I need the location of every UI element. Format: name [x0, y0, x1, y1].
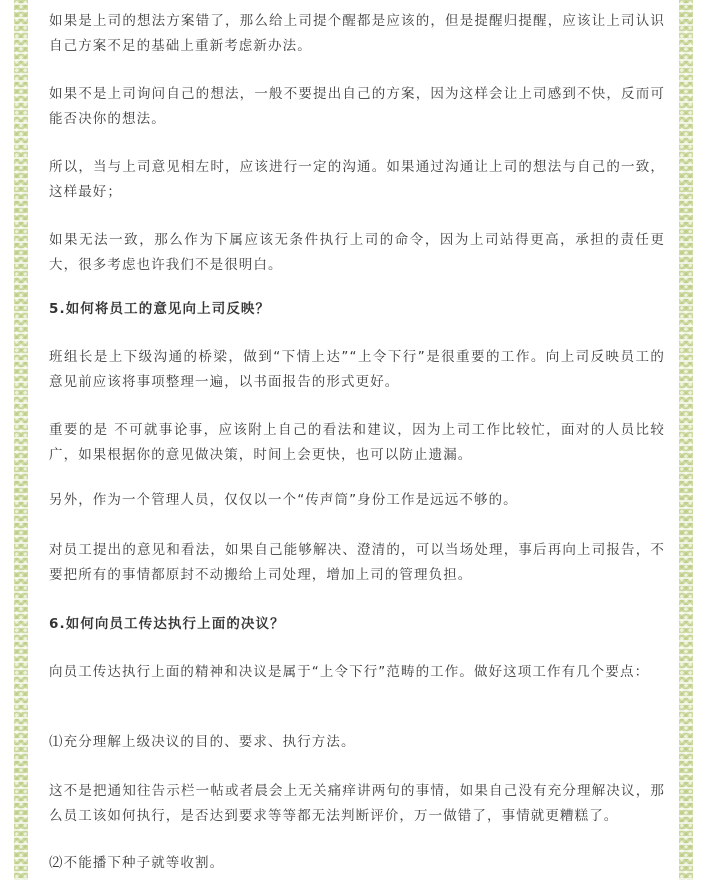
paragraph-12: 这不是把通知往告示栏一帖或者晨会上无关痛痒讲两句的事情，如果自己没有充分理解决议，那么员工该如何执行，是否达到要求等等都无法判断评价，万一做错了，事情就更糟糕了。 [49, 783, 665, 824]
paragraph-3: 所以，当与上司意见相左时，应该进行一定的沟通。如果通过沟通让上司的想法与自己的一致，这样最好； [49, 159, 665, 200]
paragraph-13: ⑵不能播下种子就等收割。 [49, 855, 225, 871]
section-heading-5: 5.如何将员工的意见向上司反映？ [49, 301, 271, 317]
paragraph-6: 班组长是上下级沟通的桥梁，做到“下情上达”“上令下行”是很重要的工作。向上司反映员工的意见前应该将事项整理一遍，以书面报告的形式更好。 [49, 349, 665, 390]
left-decorative-border [14, 0, 28, 880]
paragraph-9: 对员工提出的意见和看法，如果自己能够解决、澄清的，可以当场处理，事后再向上司报告，不要把所有的事情都原封不动搬给上司处理，增加上司的管理负担。 [49, 542, 665, 583]
paragraph-1: 如果是上司的想法方案错了，那么给上司提个醒都是应该的，但是提醒归提醒，应该让上司认识自己方案不足的基础上重新考虑新办法。 [49, 13, 665, 54]
section-heading-6: 6.如何向员工传达执行上面的决议？ [49, 616, 285, 632]
paragraph-7: 重要的是 不可就事论事，应该附上自己的看法和建议，因为上司工作比较忙，面对的人员比较广，如果根据你的意见做决策，时间上会更快，也可以防止遗漏。 [49, 422, 665, 463]
paragraph-8: 另外，作为一个管理人员，仅仅以一个“传声筒”身份工作是远远不够的。 [49, 492, 518, 508]
right-decorative-border [679, 0, 693, 880]
paragraph-4: 如果无法一致，那么作为下属应该无条件执行上司的命令，因为上司站得更高，承担的责任更大，很多考虑也许我们不是很明白。 [49, 232, 665, 273]
paragraph-2: 如果不是上司询问自己的想法，一般不要提出自己的方案，因为这样会让上司感到不快，反而可能否决你的想法。 [49, 86, 665, 127]
paragraph-10: 向员工传达执行上面的精神和决议是属于“上令下行”范畴的工作。做好这项工作有几个要点： [49, 664, 650, 680]
paragraph-11: ⑴充分理解上级决议的目的、要求、执行方法。 [49, 734, 356, 750]
